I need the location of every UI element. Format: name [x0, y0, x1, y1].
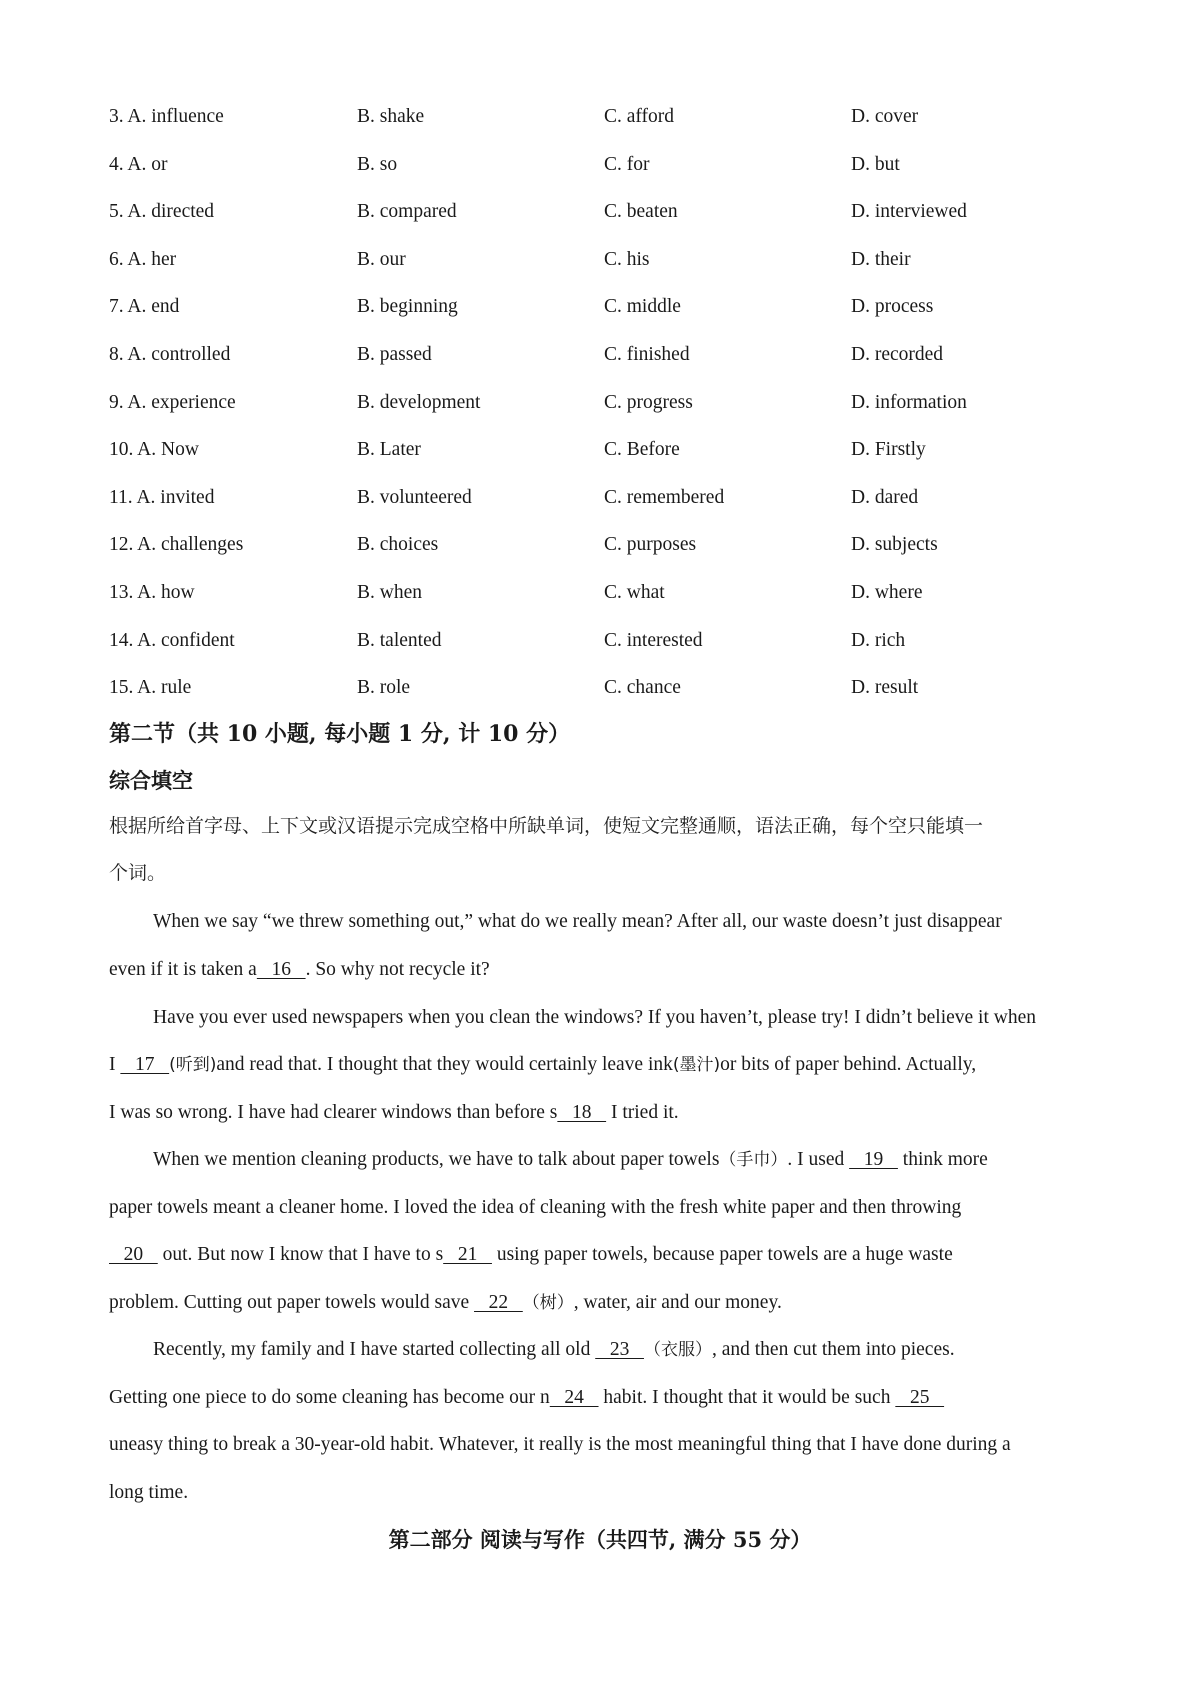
option-d[interactable]: D. cover [851, 106, 919, 127]
passage-line [153, 1145, 1109, 1175]
option-a[interactable]: 12. A. challenges [109, 534, 244, 555]
text: think more [897, 1149, 988, 1170]
blank-16[interactable]: 16 [256, 959, 306, 980]
option-d[interactable]: D. rich [851, 630, 906, 651]
blank-23[interactable]: 23 [595, 1339, 644, 1360]
text: Recently, my family and I have started collecting all old [153, 1339, 596, 1360]
passage-line [109, 1098, 1109, 1128]
option-d[interactable]: D. their [851, 249, 911, 270]
option-b[interactable]: B. Later [357, 439, 421, 460]
passage-line [153, 907, 1109, 937]
instruction-line: 个词。 [109, 862, 167, 884]
option-d[interactable]: D. Firstly [851, 439, 926, 460]
option-d[interactable]: D. subjects [851, 534, 938, 555]
option-a[interactable]: 4. A. or [109, 154, 168, 175]
option-a[interactable]: 11. A. invited [109, 487, 215, 508]
blank-19[interactable]: 19 [849, 1149, 898, 1170]
section-subheading: 综合填空 [109, 768, 193, 793]
blank-17[interactable]: 17 [120, 1054, 170, 1075]
option-b[interactable]: B. talented [357, 630, 442, 651]
blank-20[interactable]: 20 [109, 1244, 158, 1265]
option-a[interactable]: 3. A. influence [109, 106, 224, 127]
text: , water, air and our money. [573, 1292, 782, 1313]
passage-line [109, 1430, 1109, 1460]
option-b[interactable]: B. passed [357, 344, 432, 365]
passage-line [109, 1240, 1109, 1270]
option-c[interactable]: C. remembered [604, 487, 725, 508]
option-row [109, 292, 1109, 322]
passage-line [109, 1383, 1109, 1413]
passage-line [109, 1193, 1109, 1223]
option-a[interactable]: 8. A. controlled [109, 344, 231, 365]
option-row [109, 245, 1109, 275]
text: habit. I thought that it would be such [598, 1387, 896, 1408]
hint: （衣服） [643, 1340, 712, 1360]
option-c[interactable]: C. interested [604, 630, 703, 651]
text: . I used [787, 1149, 850, 1170]
option-c[interactable]: C. what [604, 582, 665, 603]
passage-line [153, 1003, 1109, 1033]
blank-21[interactable]: 21 [443, 1244, 492, 1265]
option-row [109, 388, 1109, 418]
option-b[interactable]: B. choices [357, 534, 439, 555]
option-c[interactable]: C. chance [604, 677, 681, 698]
text: When we say “we threw something out,” what do we really mean? After all, our waste doesn’t just disappear [153, 911, 1002, 932]
option-row [109, 197, 1109, 227]
option-c[interactable]: C. purposes [604, 534, 697, 555]
option-row [109, 150, 1109, 180]
option-row [109, 102, 1109, 132]
text: problem. Cutting out paper towels would save [109, 1292, 475, 1313]
text: I was so wrong. I have had clearer windows than before s [109, 1102, 558, 1123]
option-d[interactable]: D. information [851, 392, 967, 413]
instruction-line: 根据所给首字母、上下文或汉语提示完成空格中所缺单词，使短文完整通顺，语法正确，每个空只能填一 [109, 815, 984, 837]
text: out. But now I know that I have to s [157, 1244, 444, 1265]
option-c[interactable]: C. his [604, 249, 650, 270]
option-d[interactable]: D. where [851, 582, 923, 603]
text: , and then cut them into pieces. [711, 1339, 955, 1360]
passage-line [109, 1478, 1109, 1508]
option-row [109, 530, 1109, 560]
option-b[interactable]: B. volunteered [357, 487, 472, 508]
option-b[interactable]: B. role [357, 677, 411, 698]
option-a[interactable]: 14. A. confident [109, 630, 235, 651]
option-row [109, 340, 1109, 370]
option-a[interactable]: 5. A. directed [109, 201, 215, 222]
option-b[interactable]: B. shake [357, 106, 425, 127]
option-row [109, 483, 1109, 513]
option-a[interactable]: 10. A. Now [109, 439, 199, 460]
text: and read that. I thought that they would certainly leave ink [216, 1054, 673, 1075]
blank-24[interactable]: 24 [549, 1387, 599, 1408]
blank-25[interactable]: 25 [895, 1387, 945, 1408]
text: Have you ever used newspapers when you clean the windows? If you haven’t, please try! I didn’t believe it when [153, 1007, 1037, 1028]
hint: (听到) [169, 1055, 217, 1075]
option-c[interactable]: C. afford [604, 106, 675, 127]
section-heading: 第二节（共 10 小题, 每小题 1 分, 计 10 分） [109, 721, 571, 747]
option-b[interactable]: B. our [357, 249, 406, 270]
option-d[interactable]: D. interviewed [851, 201, 967, 222]
text: long time. [109, 1482, 189, 1503]
option-row [109, 673, 1109, 703]
option-d[interactable]: D. recorded [851, 344, 944, 365]
option-d[interactable]: D. dared [851, 487, 919, 508]
option-a[interactable]: 9. A. experience [109, 392, 236, 413]
text: paper towels meant a cleaner home. I loved the idea of cleaning with the fresh white paper and then throwing [109, 1197, 962, 1218]
option-b[interactable]: B. beginning [357, 296, 458, 317]
option-d[interactable]: D. result [851, 677, 919, 698]
option-a[interactable]: 7. A. end [109, 296, 180, 317]
passage-line [153, 1335, 1109, 1365]
option-c[interactable]: C. beaten [604, 201, 678, 222]
hint: （树） [522, 1293, 574, 1313]
passage-line [109, 1288, 1109, 1318]
option-row [109, 435, 1109, 465]
option-c[interactable]: C. progress [604, 392, 693, 413]
option-c[interactable]: C. Before [604, 439, 680, 460]
text: When we mention cleaning products, we have to talk about paper towels [153, 1149, 720, 1170]
text: I [109, 1054, 121, 1075]
option-d[interactable]: D. process [851, 296, 934, 317]
option-b[interactable]: B. so [357, 154, 398, 175]
text: . So why not recycle it? [305, 959, 490, 980]
option-row [109, 626, 1109, 656]
text: I tried it. [606, 1102, 679, 1123]
option-a[interactable]: 13. A. how [109, 582, 195, 603]
option-d[interactable]: D. but [851, 154, 900, 175]
option-c[interactable]: C. middle [604, 296, 681, 317]
text: or bits of paper behind. Actually, [720, 1054, 977, 1075]
passage-line [109, 955, 1109, 985]
option-c[interactable]: C. for [604, 154, 650, 175]
blank-18[interactable]: 18 [557, 1102, 607, 1123]
part-title: 第二部分 阅读与写作（共四节, 满分 55 分） [388, 1527, 812, 1552]
option-row [109, 578, 1109, 608]
option-b[interactable]: B. development [357, 392, 481, 413]
option-a[interactable]: 15. A. rule [109, 677, 192, 698]
option-b[interactable]: B. when [357, 582, 422, 603]
text: even if it is taken a [109, 959, 257, 980]
text: using paper towels, because paper towels are a huge waste [491, 1244, 953, 1265]
text: Getting one piece to do some cleaning has become our n [109, 1387, 550, 1408]
blank-22[interactable]: 22 [474, 1292, 523, 1313]
hint: （手巾） [719, 1150, 788, 1170]
option-c[interactable]: C. finished [604, 344, 690, 365]
text: uneasy thing to break a 30-year-old habit. Whatever, it really is the most meaningful thing that I have done during a [109, 1434, 1011, 1455]
hint: (墨汁) [672, 1055, 721, 1075]
option-b[interactable]: B. compared [357, 201, 457, 222]
passage-line [109, 1050, 1109, 1080]
option-a[interactable]: 6. A. her [109, 249, 177, 270]
